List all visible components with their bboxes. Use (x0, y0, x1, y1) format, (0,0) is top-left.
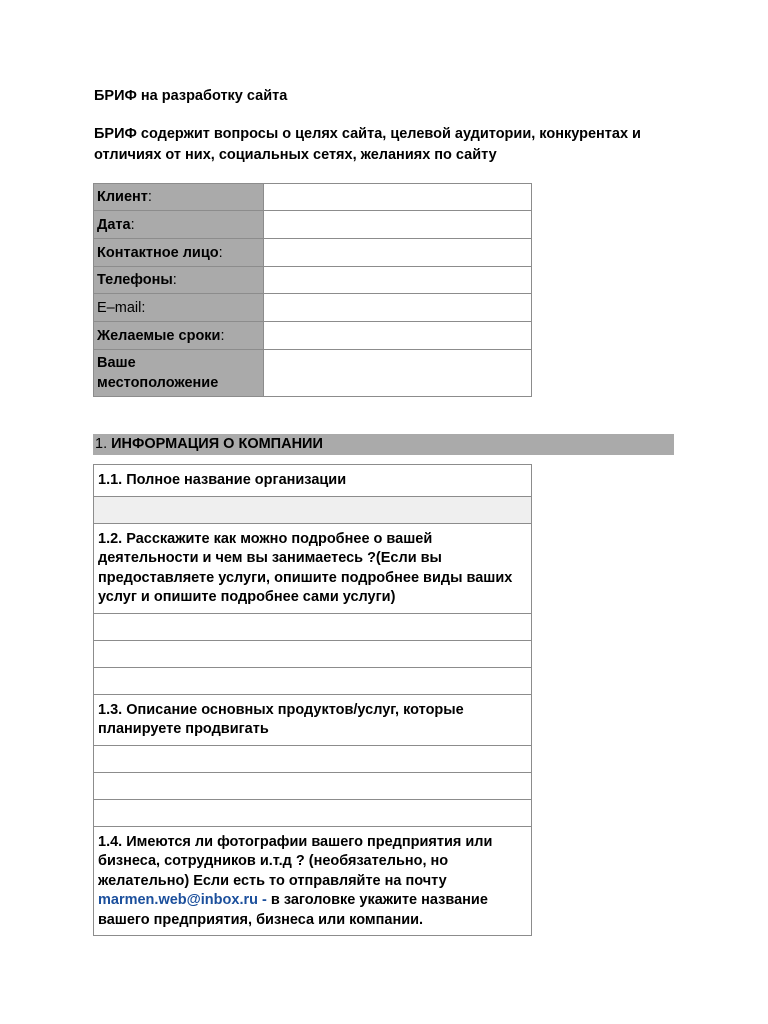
client-info-table (93, 183, 532, 397)
phones-label-cell (94, 267, 264, 294)
date-label: Дата (97, 216, 131, 233)
table-row (94, 267, 532, 294)
document-title: БРИФ на разработку сайта (94, 88, 288, 104)
deadline-label-cell (94, 322, 264, 350)
deadline-label: Желаемые сроки (97, 327, 221, 344)
phones-label: Телефоны (97, 272, 173, 288)
table-row (94, 694, 532, 745)
answer-field[interactable] (94, 799, 532, 826)
answer-field[interactable] (94, 772, 532, 799)
question-1-4-text: 1.4. Имеются ли фотографии вашего предприятия или бизнеса, сотрудников и.т.д ? (необязательно, но желательно) Если есть то отправляйте на почту (98, 833, 493, 889)
table-row (94, 211, 532, 239)
question-1-1: 1.1. Полное название организации (94, 465, 532, 497)
question-1-4 (94, 826, 532, 936)
answer-field[interactable] (94, 745, 532, 772)
question-1-2: 1.2. Расскажите как можно подробнее о вашей деятельности и чем вы занимаетесь ?(Если вы предоставляете услуги, опишите подробнее виды ваших услуг и опишите подробнее сами услуги) (94, 523, 532, 613)
table-row (94, 294, 532, 322)
section-number: 1. (95, 436, 108, 452)
table-row (94, 613, 532, 640)
answer-field[interactable] (94, 640, 532, 667)
table-row (94, 184, 532, 211)
email-value-field[interactable] (264, 294, 532, 322)
section-header-company (93, 434, 674, 455)
label-colon: : (218, 244, 223, 261)
location-label: Ваше местоположение (97, 355, 219, 391)
contact-label: Контактное лицо (97, 244, 219, 261)
location-label-cell (94, 350, 264, 397)
contact-label-cell (94, 239, 264, 267)
question-1-4-text-end: в заголовке укажите название вашего предприятия, бизнеса или компании. (98, 892, 488, 928)
answer-field[interactable] (94, 496, 532, 523)
label-colon: : (220, 327, 225, 344)
table-row (94, 523, 532, 613)
client-value-field[interactable] (264, 184, 532, 211)
label-colon: : (172, 272, 177, 288)
company-info-table (93, 464, 532, 936)
location-value-field[interactable] (264, 350, 532, 397)
deadline-value-field[interactable] (264, 322, 532, 350)
table-row (94, 496, 532, 523)
table-row (94, 745, 532, 772)
section-title: ИНФОРМАЦИЯ О КОМПАНИИ (111, 436, 323, 452)
email-link[interactable]: marmen.web@inbox.ru - (98, 892, 267, 908)
table-row (94, 799, 532, 826)
date-label-cell (94, 211, 264, 239)
table-row (94, 772, 532, 799)
label-colon: : (147, 189, 152, 205)
table-row (94, 239, 532, 267)
answer-field[interactable] (94, 667, 532, 694)
contact-value-field[interactable] (264, 239, 532, 267)
answer-field[interactable] (94, 613, 532, 640)
table-row (94, 640, 532, 667)
table-row (94, 667, 532, 694)
table-row (94, 322, 532, 350)
question-1-3: 1.3. Описание основных продуктов/услуг, которые планируете продвигать (94, 694, 532, 745)
email-label-cell (94, 294, 264, 322)
phones-value-field[interactable] (264, 267, 532, 294)
email-label: E–mail: (97, 299, 146, 316)
table-row (94, 826, 532, 936)
document-intro: БРИФ содержит вопросы о целях сайта, целевой аудитории, конкурентах и отличиях от них, социальных сетях, желаниях по сайту (94, 126, 641, 163)
client-label: Клиент (97, 189, 148, 205)
date-value-field[interactable] (264, 211, 532, 239)
client-label-cell (94, 184, 264, 211)
table-row (94, 465, 532, 497)
table-row (94, 350, 532, 397)
label-colon: : (130, 216, 135, 233)
